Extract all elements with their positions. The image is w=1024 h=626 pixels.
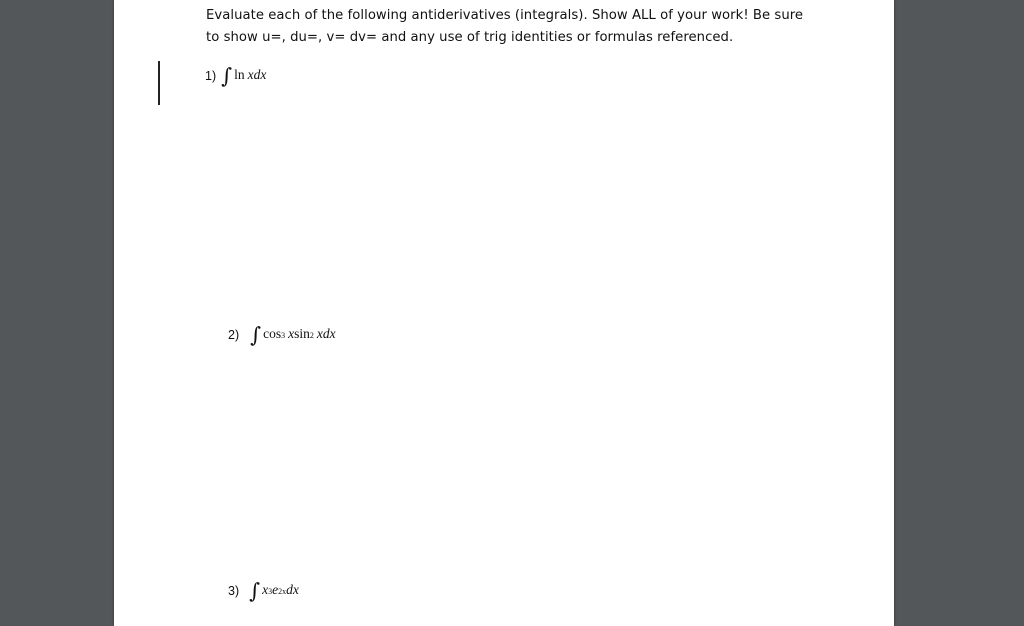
differential-dx: dx — [286, 582, 299, 597]
variable-xdx: xdx — [316, 326, 336, 341]
integral-sign: ∫ — [221, 64, 233, 88]
variable-x: x — [288, 326, 295, 341]
text-cursor — [158, 61, 160, 105]
integral-sign: ∫ — [250, 323, 262, 347]
problem-3-number: 3) — [228, 584, 240, 598]
variable-e: e — [272, 582, 279, 597]
instructions-line-1: Evaluate each of the following antiderivatives (integrals). Show ALL of your work! Be sure — [206, 8, 804, 23]
variable-xdx: xdx — [247, 67, 267, 82]
problem-3 — [228, 578, 299, 603]
function-cos: cos — [263, 326, 282, 341]
problem-1-number: 1) — [205, 69, 217, 83]
integral-sign: ∫ — [249, 579, 261, 603]
instructions — [206, 5, 846, 49]
problem-1-expression — [221, 63, 267, 88]
variable-x: x — [262, 582, 269, 597]
problem-3-expression: ∫ x 3 e 2x dx — [249, 579, 299, 603]
problem-2 — [228, 322, 336, 347]
problem-1 — [205, 63, 267, 88]
function-sin: sin — [294, 326, 310, 341]
document-page — [114, 0, 894, 626]
instructions-line-2: to show u=, du=, v= dv= and any use of trig identities or formulas referenced. — [206, 30, 734, 45]
problem-2-expression: ∫ cos 3 x sin 2 xdx — [250, 323, 336, 347]
function-ln: ln — [234, 67, 245, 82]
problem-2-number: 2) — [228, 328, 240, 342]
